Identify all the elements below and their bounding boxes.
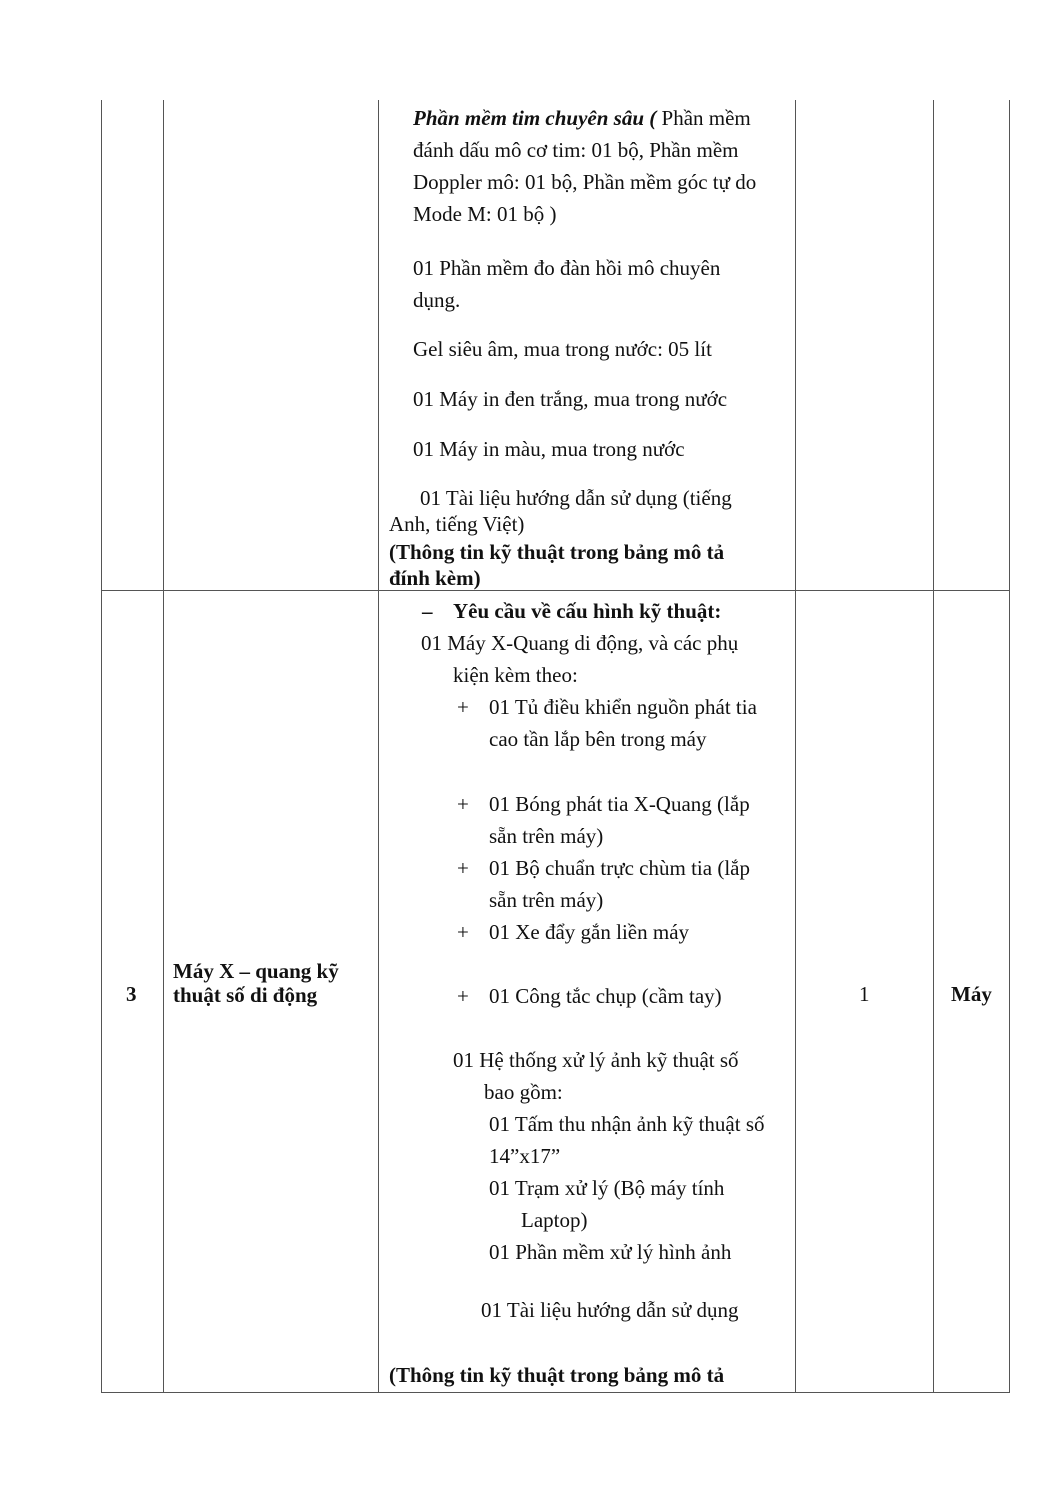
row2-color-printer: 01 Máy in màu, mua trong nước (413, 437, 685, 461)
row2-software-line3: Doppler mô: 01 bộ, Phần mềm góc tự do (413, 170, 757, 194)
row3-item1-line2: cao tần lắp bên trong máy (489, 727, 707, 751)
table-border-col3 (795, 100, 796, 1393)
table-border-left (101, 100, 102, 1393)
row3-item3-line1: 01 Bộ chuẩn trực chùm tia (lắp (489, 856, 750, 880)
row3-item1-plus: + (457, 695, 469, 719)
row3-xray-line1: 01 Máy X-Quang di động, và các phụ (421, 631, 739, 655)
row-divider (101, 590, 1009, 591)
row3-item5-plus: + (457, 984, 469, 1008)
row3-item2-plus: + (457, 792, 469, 816)
row2-software-line2: đánh dấu mô cơ tim: 01 bộ, Phần mềm (413, 138, 739, 162)
row3-unit: Máy (951, 982, 992, 1006)
table-border-col1 (163, 100, 164, 1393)
row3-sub2-line2: Laptop) (521, 1208, 588, 1232)
row3-item3-plus: + (457, 856, 469, 880)
row3-sub1-line1: 01 Tấm thu nhận ảnh kỹ thuật số (489, 1112, 765, 1136)
row3-item2-line2: sẵn trên máy) (489, 824, 604, 848)
row2-manual-line1: 01 Tài liệu hướng dẫn sử dụng (tiếng (420, 486, 732, 510)
table-border-bottom (101, 1392, 1009, 1393)
row3-name-line1: Máy X – quang kỹ (173, 959, 339, 983)
row3-heading-dash: – (422, 599, 433, 623)
row3-item4-plus: + (457, 920, 469, 944)
row3-xray-line2: kiện kèm theo: (453, 663, 578, 687)
row2-software-line1: Phần mềm tim chuyên sâu ( Phần mềm (413, 106, 751, 130)
row3-sub3: 01 Phần mềm xử lý hình ảnh (489, 1240, 732, 1264)
row3-sub2-line1: 01 Trạm xử lý (Bộ máy tính (489, 1176, 725, 1200)
row2-note-line1: (Thông tin kỹ thuật trong bảng mô tả (389, 540, 725, 564)
row2-gel: Gel siêu âm, mua trong nước: 05 lít (413, 337, 712, 361)
row3-item2-line1: 01 Bóng phát tia X-Quang (lắp (489, 792, 750, 816)
row3-quantity: 1 (859, 982, 870, 1006)
row3-name-line2: thuật số di động (173, 983, 318, 1007)
row3-item3-line2: sẵn trên máy) (489, 888, 604, 912)
table-border-right (1009, 100, 1010, 1393)
row3-item4: 01 Xe đẩy gắn liền máy (489, 920, 690, 944)
row2-bw-printer: 01 Máy in đen trắng, mua trong nước (413, 387, 728, 411)
row3-item1-line1: 01 Tủ điều khiển nguồn phát tia (489, 695, 757, 719)
row3-sub1-line2: 14”x17” (489, 1144, 561, 1168)
table-border-col2 (378, 100, 379, 1393)
row2-elasto-line1: 01 Phần mềm đo đàn hồi mô chuyên (413, 256, 721, 280)
row3-item5: 01 Công tắc chụp (cầm tay) (489, 984, 722, 1008)
row2-manual-line2: Anh, tiếng Việt) (389, 512, 525, 536)
row3-stt: 3 (126, 982, 137, 1006)
row2-software-line4: Mode M: 01 bộ ) (413, 202, 557, 226)
row2-note-line2: đính kèm) (389, 566, 481, 590)
row2-elasto-line2: dụng. (413, 288, 461, 312)
table-border-col4 (933, 100, 934, 1393)
row3-system-line1: 01 Hệ thống xử lý ảnh kỹ thuật số (453, 1048, 739, 1072)
row3-manual: 01 Tài liệu hướng dẫn sử dụng (481, 1298, 739, 1322)
row3-system-line2: bao gồm: (484, 1080, 563, 1104)
row3-note: (Thông tin kỹ thuật trong bảng mô tả (389, 1363, 725, 1387)
row3-heading: Yêu cầu về cấu hình kỹ thuật: (453, 599, 722, 623)
